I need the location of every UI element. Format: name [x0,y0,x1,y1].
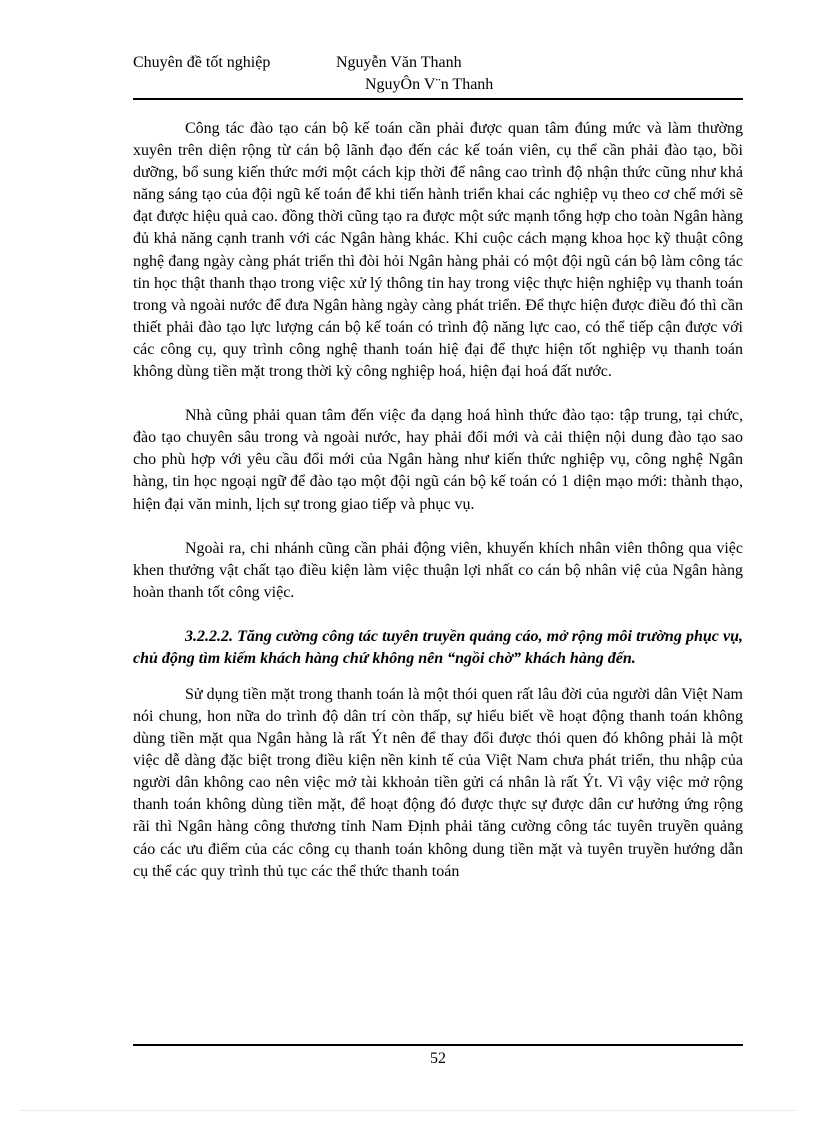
paragraph-encourage-staff: Ngoài ra, chi nhánh cũng cần phải động viên, khuyến khích nhân viên thông qua việc khen thưởng vật chất tạo điều kiện làm việc thuận lợi nhất co cán bộ nhân việ của Ngân hàng hoàn thanh tốt công việc. [133,539,743,601]
paragraph-diversify-training: Nhà cũng phải quan tâm đến việc đa dạng hoá hình thức đào tạo: tập trung, tại chức, đào tạo chuyên sâu trong và ngoài nước, hay phải đổi mới và cải thiện nội dung đào tạo sao cho phù hợp với yêu cầu đổi mới của Ngân hàng như kiến thức nghiệp vụ, công nghệ Ngân hàng, tin học ngoại ngữ để đào tạo một đội ngũ cán bộ kế toán có 1 diện mạo mới: thành thạo, hiện đại văn minh, lịch sự trong giao tiếp và phục vụ. [133,407,743,513]
header-author-garbled: NguyÔn V¨n Thanh [365,76,494,93]
page-edge-dots [20,1110,796,1111]
footer-divider [133,1044,743,1046]
header-author: Nguyễn Văn Thanh [336,54,462,71]
page-number: 52 [430,1050,446,1067]
paragraph-training-staff: Công tác đào tạo cán bộ kế toán cần phải được quan tâm đúng mức và làm thường xuyên trên diện rộng từ cán bộ lãnh đạo đến các kế toán viên, cụ thể cần phải đào tạo, bồi dưỡng, bổ sung kiến thức mới một cách kịp thời để nâng cao trình độ nhận thức cũng như khả năng sáng tạo của đội ngũ kế toán để khi tiến hành triển khai các nghiệp vụ theo cơ chế mới sẽ đạt được hiệu quả cao. đồng thời cũng tạo ra được một sức mạnh tổng hợp cho toàn Ngân hàng đủ khả năng cạnh tranh với các Ngân hàng khác. Khi cuộc cách mạng khoa học kỹ thuật công nghệ đang ngày càng phát triển thì đòi hỏi Ngân hàng phải có một đội ngũ cán bộ làm công tác tin học thật thanh thạo trong việc xử lý thông tin hay trong việc thực hiện nghiệp vụ thanh toán trong và ngoài nước để đưa Ngân hàng ngày càng phát triển. Để thực hiện được điều đó thì cần thiết phải đào tạo lực lượng cán bộ kế toán có trình độ năng lực cao, có thể tiếp cận được với các công cụ, quy trình công nghệ thanh toán hiệ đại để thực hiện tốt nghiệp vụ thanh toán không dùng tiền mặt trong thời kỳ công nghiệp hoá, hiện đại hoá đất nước. [133,120,743,381]
page-header [133,52,743,98]
header-title: Chuyên đề tốt nghiệp [133,54,271,71]
document-body [133,118,743,905]
paragraph-cash-habit: Sử dụng tiền mặt trong thanh toán là một thói quen rất lâu đời của người dân Việt Nam nói chung, hon nữa do trình độ dân trí còn thấp, sự hiểu biết về hoạt động thanh toán không dùng tiền mặt qua Ngân hàng là rất Ýt nên để thay đổi được thói quen đó không phải là một việc dễ dàng đặc biệt trong điều kiện nền kinh tế của Việt Nam chưa phát triển, thu nhập của người dân không cao nên việc mở tài kkhoản tiền gửi cá nhân là rất Ýt. Vì vậy việc mở rộng thanh toán không dùng tiền mặt, để hoạt động đó được thực sự được dân cư hưởng ứng rộng rãi thì Ngân hàng công thương tỉnh Nam Định phải tăng cường công tác tuyên truyền quảng cáo các ưu điểm của các công cụ thanh toán không dung tiền mặt và tuyên truyền hướng dẫn cụ thể các quy trình thủ tục các thể thức thanh toán [133,685,743,880]
header-divider [133,98,743,100]
section-heading: 3.2.2.2. Tăng cường công tác tuyên truyền quảng cáo, mở rộng môi trường phục vụ, chủ động tìm kiếm khách hàng chứ không nên “ngồi chờ” khách hàng đến. [133,627,743,667]
